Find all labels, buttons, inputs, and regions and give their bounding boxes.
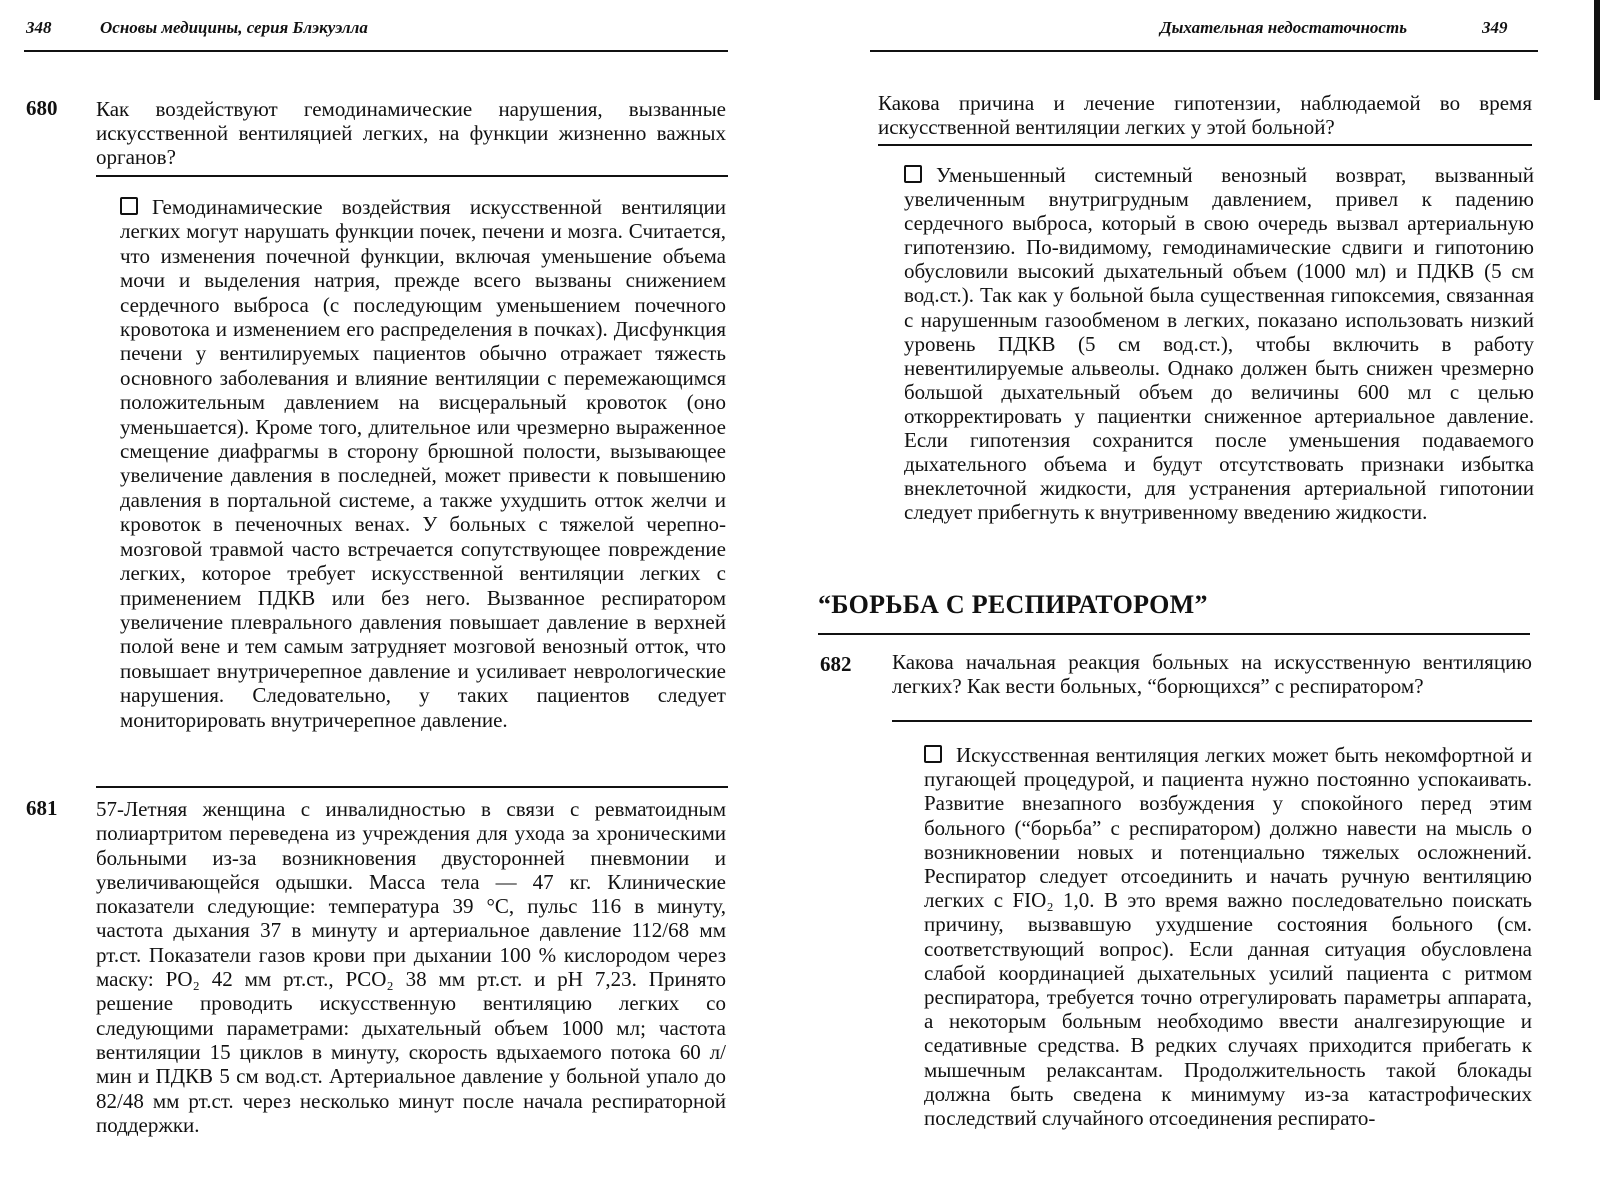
answer-682-text: Искусственная вентиляция легких может быть некомфортной и пугающей процедурой, и пациента нужно постоянно успокаивать. Развитие внезапного возбуждения у спокойного перед этим больного (“борьба” с респиратором) должно навести на мысль о возникновении новых и потенциально тяжелых осложнений. Респиратор следует отсоединить и начать ручную вентиляцию легких с FIO₂ 1,0. В это время важно последовательно поискать причину, вызвавшую ухудшение состояния больного (см. соответствующий вопрос). Если данная ситуация обусловлена слабой координацией дыхательных усилий пациента с ритмом респиратора, требуется точно отрегулировать параметры аппарата, а некоторым больным необходимо ввести аналгезирующие и седативные средства. В редких случаях приходится прибегать к мышечным релаксантам. Продолжительность такой блокады должна быть сведена к минимуму из-за катастрофических последствий случайного отсоединения респирато- (924, 743, 1532, 1131)
question-number-680: 680 (26, 96, 58, 120)
left-header-rule (24, 50, 728, 52)
answer-681 (904, 163, 1534, 524)
answer-681-text: Уменьшенный системный венозный возврат, вызванный увеличенным внутригрудным давлением, привел к падению сердечного выброса, который в свою очередь вызвал артериальную гипотензию. По-видимому, гемодинамические сдвиги и гипотонию обусловили высокий дыхательный объем (1000 мл) и ПДКВ (5 см вод.ст.). Так как у больной была существенная гипоксемия, связанная с нарушенным газообменом в легких, показано использовать низкий уровень ПДКВ (5 см вод.ст.), чтобы включить в работу невентилируемые альвеолы. Однако должен быть снижен чрезмерно большой дыхательный объем до величины 600 мл с целью откорректировать у пациентки сниженное артериальное давление. Если гипотензия сохранится после уменьшения подаваемого дыхательного объема и будут отсутствовать признаки избытка внеклеточной жидкости, для устранения артериальной гипотонии следует прибегнуть к внутривенному введению жидкости. (904, 163, 1534, 525)
question-681-continued-rule (878, 144, 1532, 146)
left-page (0, 0, 790, 1189)
answer-680 (120, 195, 726, 732)
answer-682 (924, 743, 1532, 1130)
right-running-title: Дыхательная недостаточность (1160, 18, 1407, 37)
question-681-text: 57-Летняя женщина с инвалидностью в связи с ревматоидным полиартритом переведена из учреждения для ухода за хроническими больными из-за возникновения двусторонней пневмонии и увеличивающейся одышки. Масса тела — 47 кг. Клинические показатели следующие: температура 39 °С, пульс 116 в минуту, частота дыхания 37 в минуту и артериальное давление 112/68 мм рт.ст. Показатели газов крови при дыхании 100 % кислородом через маску: PO₂ 42 мм рт.ст., PCO₂ 38 мм рт.ст. и pH 7,23. Принято решение проводить искусственную вентиляцию легких со следующими параметрами: дыхательный объем 1000 мл; частота вентиляции 15 циклов в минуту, скорость вдыхаемого потока 60 л/мин и ПДКВ 5 см вод.ст. Артериальное давление у больной упало до 82/48 мм рт.ст. через несколько минут после начала респираторной поддержки. (96, 797, 726, 1137)
right-page-number: 349 (1482, 18, 1508, 37)
question-682-rule (892, 720, 1532, 722)
question-680-text: Как воздействуют гемодинамические нарушения, вызванные искусственной вентиляцией легких, на функции жизненно важных органов? (96, 97, 726, 169)
question-682-text: Какова начальная реакция больных на искусственную вентиляцию легких? Как вести больных, “борющихся” с респиратором? (892, 650, 1532, 698)
left-running-title: Основы медицины, серия Блэкуэлла (100, 18, 368, 37)
question-681-top-rule (96, 786, 728, 788)
checkbox-icon (904, 165, 922, 183)
question-number-681: 681 (26, 796, 58, 820)
question-number-682: 682 (820, 652, 852, 676)
section-title: “БОРЬБА С РЕСПИРАТОРОМ” (818, 590, 1208, 619)
checkbox-icon (924, 745, 942, 763)
right-page (800, 0, 1600, 1189)
left-page-number: 348 (26, 18, 52, 37)
question-680-rule (96, 175, 728, 177)
section-rule (818, 633, 1530, 635)
checkbox-icon (120, 197, 138, 215)
right-header-rule (870, 50, 1538, 52)
question-681-continued-text: Какова причина и лечение гипотензии, наблюдаемой во время искусственной вентиляции легких у этой больной? (878, 91, 1532, 139)
page-edge-mark (1594, 0, 1600, 100)
answer-680-text: Гемодинамические воздействия искусственной вентиляции легких могут нарушать функции почек, печени и мозга. Считается, что изменения почечной функции, включая уменьшение объема мочи и выделения натрия, прежде всего вызваны снижением сердечного выброса (с последующим уменьшением почечного кровотока и изменением его распределения в почках). Дисфункция печени у вентилируемых пациентов обычно отражает тяжесть основного заболевания и влияние вентиляции с перемежающимся положительным давлением на висцеральный кровоток (оно уменьшается). Кроме того, длительное или чрезмерно выраженное смещение диафрагмы в сторону брюшной полости, вызывающее увеличение давления в последней, может привести к повышению давления в портальной системе, а также ухудшить отток желчи и кровоток в печеночных венах. У больных с тяжелой черепно-мозговой травмой часто встречается сопутствующее повреждение легких, которое требует искусственной вентиляции легких с применением ПДКВ или без него. Вызванное респиратором увеличение плеврального давления повышает давление в верхней полой вене и тем самым затрудняет мозговой венозный отток, что повышает внутричерепное давление и усиливает неврологические нарушения. Следовательно, у таких пациентов следует мониторировать внутричерепное давление. (120, 195, 726, 732)
